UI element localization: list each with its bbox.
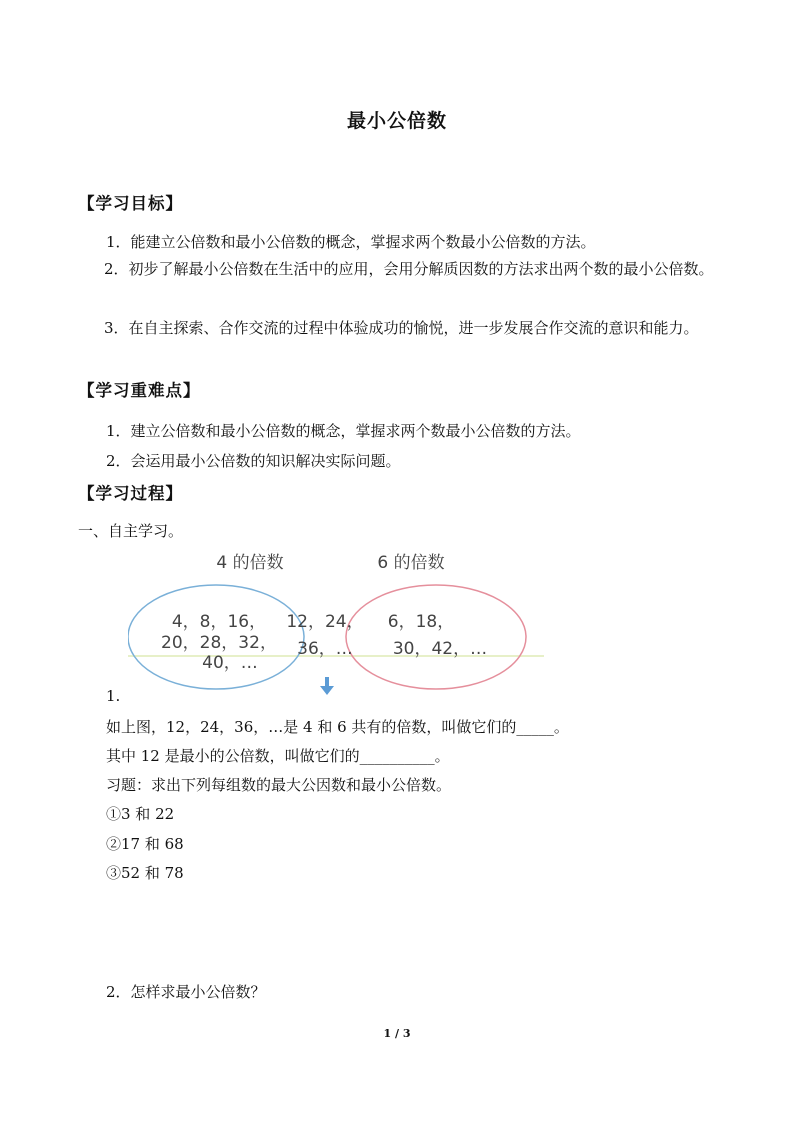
process-heading: 【学习过程】 [78, 484, 183, 503]
objective-1: 1．能建立公倍数和最小公倍数的概念，掌握求两个数最小公倍数的方法。 [106, 233, 596, 251]
exercise-intro: 习题：求出下列每组数的最大公因数和最小公倍数。 [106, 776, 452, 794]
left-only-line-2: 20，28，32， [161, 633, 277, 653]
key-point-2: 2．会运用最小公倍数的知识解决实际问题。 [106, 452, 401, 470]
right-label: 6 的倍数 [377, 553, 445, 573]
right-only-line-2: 30，42，… [392, 639, 488, 659]
part-1-title: 一、自主学习。 [78, 522, 184, 540]
common-line-1: 12，24， [286, 612, 364, 632]
page-number: 1 / 3 [383, 1027, 411, 1040]
right-circle [346, 585, 526, 689]
exercise-2: ②17 和 68 [106, 835, 184, 853]
right-only-line-1: 6，18， [387, 612, 455, 632]
arrow-down-icon [320, 677, 334, 695]
objectives-heading: 【学习目标】 [78, 194, 183, 213]
objective-2: 2．初步了解最小公倍数在生活中的应用，会用分解质因数的方法求出两个数的最小公倍数。 [104, 260, 714, 278]
key-point-1: 1．建立公倍数和最小公倍数的概念，掌握求两个数最小公倍数的方法。 [106, 422, 581, 440]
left-only-line-1: 4，8，16， [171, 612, 267, 632]
common-line-2: 36，… [297, 639, 353, 659]
left-only-line-3: 40，… [202, 653, 258, 673]
objective-3: 3．在自主探索、合作交流的过程中体验成功的愉悦，进一步发展合作交流的意识和能力。 [104, 319, 699, 337]
key-points-heading: 【学习重难点】 [78, 381, 201, 400]
question-1-line-1: 如上图，12，24，36，…是 4 和 6 共有的倍数，叫做它们的_____。 [106, 718, 569, 736]
venn-diagram [128, 540, 548, 700]
question-1-line-2: 其中 12 是最小的公倍数，叫做它们的__________。 [106, 747, 450, 765]
page-title: 最小公倍数 [346, 110, 447, 132]
left-label: 4 的倍数 [216, 553, 284, 573]
exercise-3: ③52 和 78 [106, 864, 184, 882]
question-1-number: 1. [106, 687, 121, 705]
exercise-1: ①3 和 22 [106, 805, 175, 823]
question-2: 2．怎样求最小公倍数？ [106, 983, 266, 1001]
